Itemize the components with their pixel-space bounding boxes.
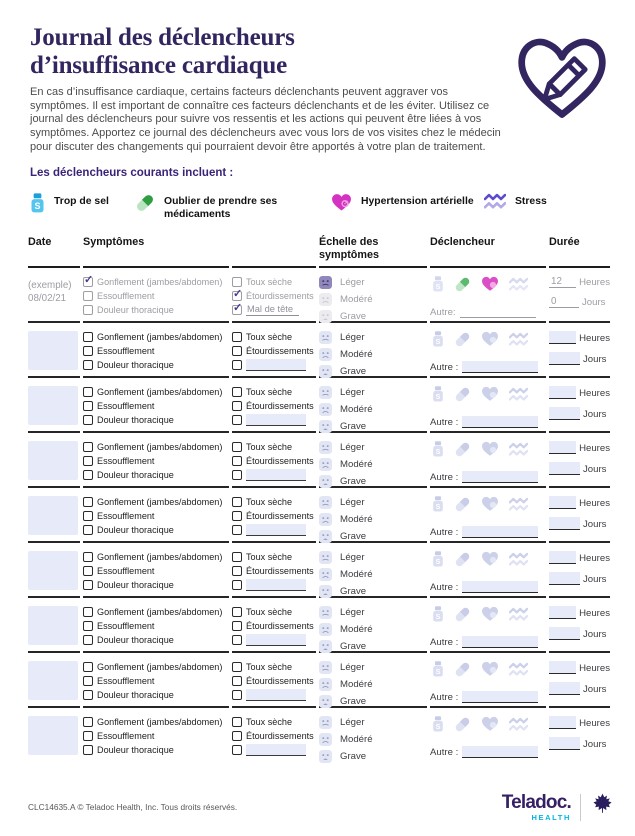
symptom-checkbox[interactable] [83, 552, 93, 562]
col-header-duration: Durée [549, 236, 610, 268]
other-label: Autre : [430, 361, 459, 373]
other-label: Autre : [430, 746, 459, 758]
svg-text:S: S [435, 557, 441, 567]
symptom-checkbox[interactable] [83, 360, 93, 370]
duration-cell: Heures Jours [549, 433, 610, 488]
symptom-checkbox[interactable] [83, 456, 93, 466]
scale-cell: Léger Modéré Grave [319, 433, 427, 488]
trigger-cell [430, 323, 546, 378]
symptom-checkbox[interactable] [83, 470, 93, 480]
legend-label: Trop de sel [54, 196, 109, 208]
other-trigger-input[interactable] [462, 416, 538, 428]
heart-gauge-icon [331, 193, 352, 217]
hours-input[interactable] [549, 496, 576, 509]
scale-cell: Léger Modéré Grave [319, 488, 427, 543]
other-label: Autre: [430, 306, 456, 318]
trigger-option-heart-icon[interactable] [481, 496, 499, 517]
example-duration-cell: 12 Heures 0 Jours [549, 268, 610, 323]
symptom-checkbox[interactable] [83, 566, 93, 576]
symptom-checkbox [232, 305, 242, 315]
brand-subtitle: HEALTH [531, 812, 571, 822]
face-mild-icon [319, 276, 332, 289]
teladoc-logo [502, 792, 615, 822]
symptom-checkbox[interactable] [83, 511, 93, 521]
face-moderate-icon[interactable] [319, 623, 332, 636]
trigger-option-stress-icon[interactable] [509, 387, 528, 407]
trigger-option-stress-icon[interactable] [509, 552, 528, 572]
maple-leaf-icon [590, 792, 615, 822]
example-row [28, 268, 610, 323]
custom-symptom-input[interactable] [246, 634, 306, 646]
days-value: 0 [549, 296, 579, 308]
symptom-checkbox[interactable] [232, 621, 242, 631]
symptoms-col1: Gonflement (jambes/abdomen) Essoufflement Douleur thoracique [83, 598, 229, 653]
symptom-checkbox [83, 291, 93, 301]
symptoms-col2: Toux sèche Étourdissements [232, 598, 316, 653]
date-input[interactable] [28, 716, 78, 755]
date-cell [28, 488, 80, 543]
trigger-option-heart-icon[interactable] [481, 551, 499, 572]
symptom-checkbox [83, 305, 93, 315]
symptom-checkbox[interactable] [232, 690, 242, 700]
symptom-checkbox[interactable] [232, 662, 242, 672]
symptom-checkbox[interactable] [83, 346, 93, 356]
other-label: Autre : [430, 636, 459, 648]
trigger-cell [430, 378, 546, 433]
svg-text:S: S [435, 392, 441, 402]
trigger-option-pill-icon[interactable] [454, 441, 471, 463]
example-scale-cell: Léger Modéré Grave [319, 268, 427, 323]
face-moderate-icon[interactable] [319, 568, 332, 581]
date-cell [28, 653, 80, 708]
trigger-cell [430, 653, 546, 708]
example-date: (exemple) 08/02/21 [28, 279, 72, 305]
symptom-checkbox[interactable] [232, 470, 242, 480]
other-trigger-input[interactable] [462, 691, 538, 703]
hours-input[interactable] [549, 716, 576, 729]
duration-cell: Heures Jours [549, 543, 610, 598]
other-trigger-input[interactable] [462, 581, 538, 593]
duration-cell: Heures Jours [549, 708, 610, 763]
symptom-checkbox[interactable] [83, 401, 93, 411]
duration-cell: Heures Jours [549, 653, 610, 708]
other-trigger-input[interactable] [462, 526, 538, 538]
trigger-option-stress-icon [509, 277, 528, 297]
face-severe-icon[interactable] [319, 475, 332, 488]
svg-text:S: S [435, 502, 441, 512]
legend-item-medication [135, 192, 331, 221]
symptom-checkbox[interactable] [83, 621, 93, 631]
trigger-option-pill-icon[interactable] [454, 716, 471, 738]
trigger-option-heart-icon[interactable] [481, 716, 499, 737]
custom-symptom-input[interactable] [246, 579, 306, 591]
duration-cell: Heures Jours [549, 488, 610, 543]
trigger-option-stress-icon[interactable] [509, 662, 528, 682]
scale-cell: Léger Modéré Grave [319, 378, 427, 433]
symptoms-col2: Toux sèche Étourdissements [232, 708, 316, 763]
custom-symptom-input[interactable] [246, 359, 306, 371]
triggers-legend [30, 192, 610, 221]
symptom-checkbox[interactable] [83, 580, 93, 590]
trigger-option-heart-icon[interactable] [481, 386, 499, 407]
symptoms-col2: Toux sèche Étourdissements [232, 378, 316, 433]
scale-cell: Léger Modéré Grave [319, 543, 427, 598]
trigger-cell [430, 708, 546, 763]
symptom-checkbox[interactable] [232, 580, 242, 590]
trigger-option-stress-icon[interactable] [509, 442, 528, 462]
days-input[interactable] [549, 352, 580, 365]
table-header-row [28, 236, 610, 268]
face-severe-icon[interactable] [319, 420, 332, 433]
other-label: Autre : [430, 581, 459, 593]
salt-shaker-icon [30, 193, 45, 218]
face-moderate-icon[interactable] [319, 348, 332, 361]
trigger-option-salt-icon[interactable] [432, 716, 444, 737]
legend-label: Stress [515, 196, 547, 208]
trigger-option-salt-icon[interactable] [432, 496, 444, 517]
symptom-checkbox[interactable] [83, 635, 93, 645]
symptoms-col1: Gonflement (jambes/abdomen) Essoufflement Douleur thoracique [83, 543, 229, 598]
other-trigger-input[interactable] [462, 746, 538, 758]
face-mild-icon[interactable] [319, 661, 332, 674]
trigger-option-heart-icon[interactable] [481, 661, 499, 682]
symptoms-col2: Toux sèche Étourdissements [232, 433, 316, 488]
page-title-line1: Journal des déclencheurs [30, 24, 295, 51]
symptom-checkbox[interactable] [232, 511, 242, 521]
scale-cell: Léger Modéré Grave [319, 598, 427, 653]
trigger-option-stress-icon[interactable] [509, 607, 528, 627]
days-input[interactable] [549, 682, 580, 695]
symptom-checkbox[interactable] [83, 332, 93, 342]
date-input[interactable] [28, 331, 78, 370]
page-title-line2: d’insuffisance cardiaque [30, 51, 288, 79]
trigger-option-pill-icon [454, 276, 471, 298]
date-cell [28, 598, 80, 653]
face-severe-icon[interactable] [319, 585, 332, 598]
trigger-option-salt-icon [432, 276, 444, 297]
example-symptoms-col1: ✓ Gonflement (jambes/abdomen) Essoufflement Douleur thoracique [83, 268, 229, 323]
hours-input[interactable] [549, 331, 576, 344]
triggers-section [0, 167, 635, 221]
trigger-cell [430, 433, 546, 488]
face-mild-icon[interactable] [319, 606, 332, 619]
date-input[interactable] [28, 606, 78, 645]
symptom-checkbox[interactable] [83, 731, 93, 741]
date-cell [28, 378, 80, 433]
journal-row [28, 433, 610, 488]
face-mild-icon[interactable] [319, 551, 332, 564]
trigger-cell [430, 488, 546, 543]
face-mild-icon[interactable] [319, 441, 332, 454]
col-header-date: Date [28, 236, 80, 268]
scale-cell: Léger Modéré Grave [319, 323, 427, 378]
custom-symptom-input[interactable] [246, 524, 306, 536]
logo-divider [580, 794, 581, 821]
trigger-option-pill-icon[interactable] [454, 661, 471, 683]
legend-item-hypertension [331, 192, 484, 217]
face-severe-icon[interactable] [319, 640, 332, 653]
days-input[interactable] [549, 737, 580, 750]
symptoms-col1: Gonflement (jambes/abdomen) Essoufflement Douleur thoracique [83, 488, 229, 543]
face-severe-icon[interactable] [319, 695, 332, 708]
symptom-checkbox[interactable] [232, 387, 242, 397]
symptom-checkbox[interactable] [83, 497, 93, 507]
trigger-option-salt-icon[interactable] [432, 331, 444, 352]
symptoms-col2: Toux sèche Étourdissements [232, 488, 316, 543]
face-mild-icon[interactable] [319, 496, 332, 509]
duration-cell: Heures Jours [549, 598, 610, 653]
symptom-checkbox[interactable] [83, 745, 93, 755]
journal-row [28, 378, 610, 433]
trigger-option-pill-icon[interactable] [454, 496, 471, 518]
trigger-option-stress-icon[interactable] [509, 497, 528, 517]
svg-text:S: S [34, 201, 41, 212]
symptoms-col1: Gonflement (jambes/abdomen) Essoufflement Douleur thoracique [83, 653, 229, 708]
date-input[interactable] [28, 386, 78, 425]
symptom-checkbox[interactable] [232, 731, 242, 741]
symptom-checkbox[interactable] [83, 525, 93, 535]
page-footer [28, 792, 615, 822]
journal-table [28, 236, 610, 763]
hours-input[interactable] [549, 551, 576, 564]
symptom-checkbox [83, 277, 93, 287]
hours-input[interactable] [549, 661, 576, 674]
symptom-checkbox[interactable] [232, 552, 242, 562]
symptoms-col2: Toux sèche Étourdissements [232, 323, 316, 378]
date-cell [28, 543, 80, 598]
legend-label: Oublier de prendre ses médicaments [164, 196, 278, 221]
trigger-option-heart-icon[interactable] [481, 441, 499, 462]
symptom-checkbox[interactable] [232, 717, 242, 727]
symptom-checkbox[interactable] [232, 676, 242, 686]
date-cell [28, 708, 80, 763]
trigger-option-salt-icon[interactable] [432, 551, 444, 572]
trigger-option-heart-icon[interactable] [481, 606, 499, 627]
col-header-symptoms-spacer [232, 236, 316, 268]
custom-symptom-input[interactable] [246, 414, 306, 426]
trigger-option-salt-icon[interactable] [432, 386, 444, 407]
symptom-checkbox [232, 291, 242, 301]
symptom-checkbox[interactable] [83, 717, 93, 727]
face-mild-icon[interactable] [319, 331, 332, 344]
symptom-checkbox[interactable] [232, 332, 242, 342]
scale-cell: Léger Modéré Grave [319, 653, 427, 708]
date-input[interactable] [28, 441, 78, 480]
custom-symptom-input[interactable] [246, 744, 306, 756]
svg-text:S: S [435, 667, 441, 677]
face-moderate-icon[interactable] [319, 458, 332, 471]
face-moderate-icon[interactable] [319, 678, 332, 691]
symptom-checkbox [232, 277, 242, 287]
svg-text:S: S [435, 722, 441, 732]
trigger-option-stress-icon[interactable] [509, 717, 528, 737]
trigger-cell [430, 543, 546, 598]
duration-cell: Heures Jours [549, 378, 610, 433]
zigzag-icon [484, 193, 506, 215]
date-cell [28, 323, 80, 378]
journal-row [28, 653, 610, 708]
days-input[interactable] [549, 627, 580, 640]
legend-label: Hypertension artérielle [361, 196, 474, 208]
svg-text:S: S [435, 337, 441, 347]
symptom-checkbox[interactable] [83, 607, 93, 617]
svg-text:S: S [435, 282, 441, 292]
symptom-checkbox[interactable] [83, 442, 93, 452]
other-trigger-input[interactable] [462, 471, 538, 483]
symptom-checkbox[interactable] [232, 525, 242, 535]
duration-cell: Heures Jours [549, 323, 610, 378]
face-moderate-icon[interactable] [319, 403, 332, 416]
trigger-option-pill-icon[interactable] [454, 606, 471, 628]
other-trigger-input[interactable] [462, 636, 538, 648]
trigger-option-pill-icon[interactable] [454, 331, 471, 353]
journal-rows [28, 323, 610, 763]
face-mild-icon[interactable] [319, 386, 332, 399]
symptom-checkbox[interactable] [232, 346, 242, 356]
trigger-cell [430, 598, 546, 653]
symptom-checkbox[interactable] [232, 401, 242, 411]
symptoms-col1: Gonflement (jambes/abdomen) Essoufflement Douleur thoracique [83, 323, 229, 378]
journal-row [28, 598, 610, 653]
symptom-checkbox[interactable] [232, 635, 242, 645]
symptom-checkbox[interactable] [232, 360, 242, 370]
other-label: Autre : [430, 526, 459, 538]
symptom-checkbox[interactable] [232, 497, 242, 507]
days-input[interactable] [549, 517, 580, 530]
trigger-option-salt-icon[interactable] [432, 441, 444, 462]
symptom-checkbox[interactable] [83, 662, 93, 672]
journal-row [28, 323, 610, 378]
journal-row [28, 488, 610, 543]
col-header-trigger: Déclencheur [430, 236, 546, 268]
col-header-scale: Échelle des symptômes [319, 236, 427, 268]
symptom-checkbox[interactable] [83, 415, 93, 425]
journal-row [28, 543, 610, 598]
triggers-heading: Les déclencheurs courants incluent : [30, 167, 234, 180]
hours-value: 12 [549, 276, 576, 288]
example-trigger-cell [430, 268, 546, 323]
symptom-checkbox[interactable] [232, 456, 242, 466]
symptom-checkbox[interactable] [232, 566, 242, 576]
symptoms-col2: Toux sèche Étourdissements [232, 653, 316, 708]
intro-paragraph: En cas d’insuffisance cardiaque, certains facteurs déclenchants peuvent aggraver vos symptômes. Il est important de connaître ces facteurs déclenchants et de les éviter. Utilisez ce journal des déclencheurs pour suivre vos ressentis et les actions qui peuvent être liées à vos symptômes. Apportez ce journal des déclencheurs avec vous lors de vos visites chez le médecin pour discuter des changements qui pourraient devoir être apportés à votre plan de traitement. [30, 86, 501, 153]
days-input[interactable] [549, 462, 580, 475]
days-input[interactable] [549, 407, 580, 420]
pill-icon [135, 193, 155, 218]
other-trigger-input [460, 306, 536, 318]
symptom-checkbox[interactable] [232, 442, 242, 452]
face-mild-icon[interactable] [319, 716, 332, 729]
example-symptoms-col2: Toux sèche ✓ Étourdissements ✓ Mal de tête [232, 268, 316, 323]
trigger-option-salt-icon[interactable] [432, 606, 444, 627]
trigger-option-pill-icon[interactable] [454, 551, 471, 573]
trigger-option-pill-icon[interactable] [454, 386, 471, 408]
date-input[interactable] [28, 551, 78, 590]
face-severe-icon [319, 310, 332, 323]
symptom-checkbox[interactable] [232, 607, 242, 617]
trigger-option-salt-icon[interactable] [432, 661, 444, 682]
symptoms-col1: Gonflement (jambes/abdomen) Essoufflement Douleur thoracique [83, 378, 229, 433]
custom-symptom-input[interactable] [246, 469, 306, 481]
heart-pencil-icon [509, 30, 615, 131]
symptom-checkbox[interactable] [83, 690, 93, 700]
face-severe-icon[interactable] [319, 750, 332, 763]
other-label: Autre : [430, 691, 459, 703]
other-label: Autre : [430, 471, 459, 483]
hours-input[interactable] [549, 606, 576, 619]
date-cell [28, 433, 80, 488]
symptom-checkbox[interactable] [232, 415, 242, 425]
hours-input[interactable] [549, 441, 576, 454]
other-label: Autre : [430, 416, 459, 428]
other-trigger-input[interactable] [462, 361, 538, 373]
symptom-checkbox[interactable] [232, 745, 242, 755]
face-severe-icon[interactable] [319, 530, 332, 543]
symptoms-col2: Toux sèche Étourdissements [232, 543, 316, 598]
face-moderate-icon[interactable] [319, 513, 332, 526]
symptoms-col1: Gonflement (jambes/abdomen) Essoufflement Douleur thoracique [83, 708, 229, 763]
symptom-checkbox[interactable] [83, 676, 93, 686]
symptom-checkbox[interactable] [83, 387, 93, 397]
face-moderate-icon[interactable] [319, 733, 332, 746]
hours-input[interactable] [549, 386, 576, 399]
svg-text:S: S [435, 447, 441, 457]
custom-symptom-value: Mal de tête [246, 304, 299, 316]
copyright-text: CLC14635.A © Teladoc Health, Inc. Tous droits réservés. [28, 802, 238, 812]
trigger-option-stress-icon[interactable] [509, 332, 528, 352]
example-date-cell [28, 268, 80, 323]
col-header-symptoms: Symptômes [83, 236, 229, 268]
custom-symptom-input[interactable] [246, 689, 306, 701]
legend-item-salt [30, 192, 135, 218]
face-moderate-icon [319, 293, 332, 306]
date-input[interactable] [28, 661, 78, 700]
date-input[interactable] [28, 496, 78, 535]
brand-wordmark: Teladoc. [501, 791, 571, 813]
svg-text:S: S [435, 612, 441, 622]
scale-cell: Léger Modéré Grave [319, 708, 427, 763]
journal-row [28, 708, 610, 763]
days-input[interactable] [549, 572, 580, 585]
symptoms-col1: Gonflement (jambes/abdomen) Essoufflement Douleur thoracique [83, 433, 229, 488]
face-severe-icon[interactable] [319, 365, 332, 378]
trigger-option-heart-icon[interactable] [481, 331, 499, 352]
trigger-option-heart-icon [481, 276, 499, 297]
legend-item-stress [484, 192, 610, 215]
